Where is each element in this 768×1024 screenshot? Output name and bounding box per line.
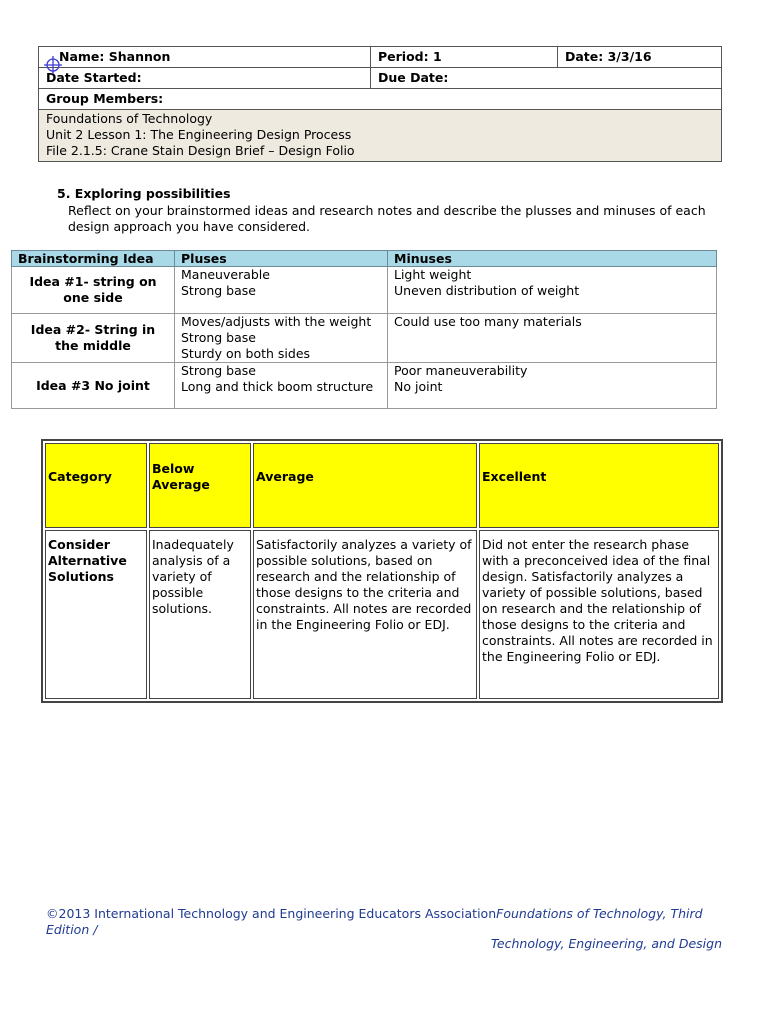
date-cell: Date: 3/3/16: [558, 47, 722, 68]
crosshair-target-icon: [43, 55, 63, 75]
minus-item: No joint: [394, 379, 443, 394]
plus-item: Maneuverable: [181, 267, 270, 282]
period-cell: Period: 1: [371, 47, 558, 68]
pluses-cell: [175, 363, 388, 409]
minuses-cell: [388, 363, 717, 409]
table-row: [12, 314, 717, 363]
header-info-table: [38, 46, 722, 162]
idea-cell: Idea #3 No joint: [12, 363, 175, 409]
group-members-cell: Group Members:: [39, 89, 722, 110]
name-cell: Name: Shannon: [39, 47, 371, 68]
course-line-3: File 2.1.5: Crane Stain Design Brief – Design Folio: [46, 143, 355, 158]
pluses-cell: [175, 314, 388, 363]
plus-item: Strong base: [181, 330, 256, 345]
rubric-row: [45, 530, 719, 699]
header-pluses: Pluses: [175, 251, 388, 267]
copyright-text: ©2013 International Technology and Engineering Educators Association: [46, 906, 497, 921]
minuses-cell: [388, 267, 717, 314]
plus-item: Strong base: [181, 363, 256, 378]
rubric-header-excellent: Excellent: [479, 443, 719, 528]
minus-item: Poor maneuverability: [394, 363, 528, 378]
plus-item: Strong base: [181, 283, 256, 298]
header-brainstorming-idea: Brainstorming Idea: [12, 251, 175, 267]
section-title: 5. Exploring possibilities: [57, 186, 231, 201]
minus-item: Could use too many materials: [394, 314, 582, 329]
table-row: [12, 363, 717, 409]
rubric-header-average: Average: [253, 443, 477, 528]
rubric-average: Satisfactorily analyzes a variety of possible solutions, based on research and the relationship of those designs to the criteria and constraints. All notes are recorded in the Engineering Folio or EDJ.: [253, 530, 477, 699]
rubric-header-below-average: Below Average: [149, 443, 251, 528]
rubric-below-average: Inadequately analysis of a variety of possible solutions.: [149, 530, 251, 699]
minus-item: Light weight: [394, 267, 472, 282]
footer-subtitle: Technology, Engineering, and Design: [490, 936, 722, 951]
plus-item: Sturdy on both sides: [181, 346, 311, 361]
book-title: Foundations of Technology, Third Edition /: [46, 906, 703, 937]
plus-item: Moves/adjusts with the weight: [181, 314, 372, 329]
rubric-excellent: Did not enter the research phase with a preconceived idea of the final design. Satisfactorily analyzes a variety of possible solutions, based on research and the relationship of those designs to the criteria and constraints. All notes are recorded in the Engineering Folio or EDJ.: [479, 530, 719, 699]
date-started-cell: Date Started:: [39, 68, 371, 89]
course-line-2: Unit 2 Lesson 1: The Engineering Design Process: [46, 127, 352, 142]
minus-item: Uneven distribution of weight: [394, 283, 580, 298]
rubric-header-category: Category: [45, 443, 147, 528]
course-info-cell: [39, 110, 722, 162]
table-row: [12, 267, 717, 314]
idea-cell: Idea #1- string on one side: [12, 267, 175, 314]
header-minuses: Minuses: [388, 251, 717, 267]
plus-item: Long and thick boom structure: [181, 379, 374, 394]
minuses-cell: [388, 314, 717, 363]
rubric-category: Consider Alternative Solutions: [45, 530, 147, 699]
footer-copyright: [46, 906, 722, 938]
pluses-cell: [175, 267, 388, 314]
section-instructions: Reflect on your brainstormed ideas and research notes and describe the plusses and minuses of each design approach you have considered.: [68, 203, 706, 234]
brainstorm-table: [11, 250, 717, 409]
rubric-header-row: [45, 443, 719, 528]
brainstorm-header-row: [12, 251, 717, 267]
rubric-table: [41, 439, 723, 703]
idea-cell: Idea #2- String in the middle: [12, 314, 175, 363]
course-line-1: Foundations of Technology: [46, 111, 213, 126]
due-date-cell: Due Date:: [371, 68, 722, 89]
